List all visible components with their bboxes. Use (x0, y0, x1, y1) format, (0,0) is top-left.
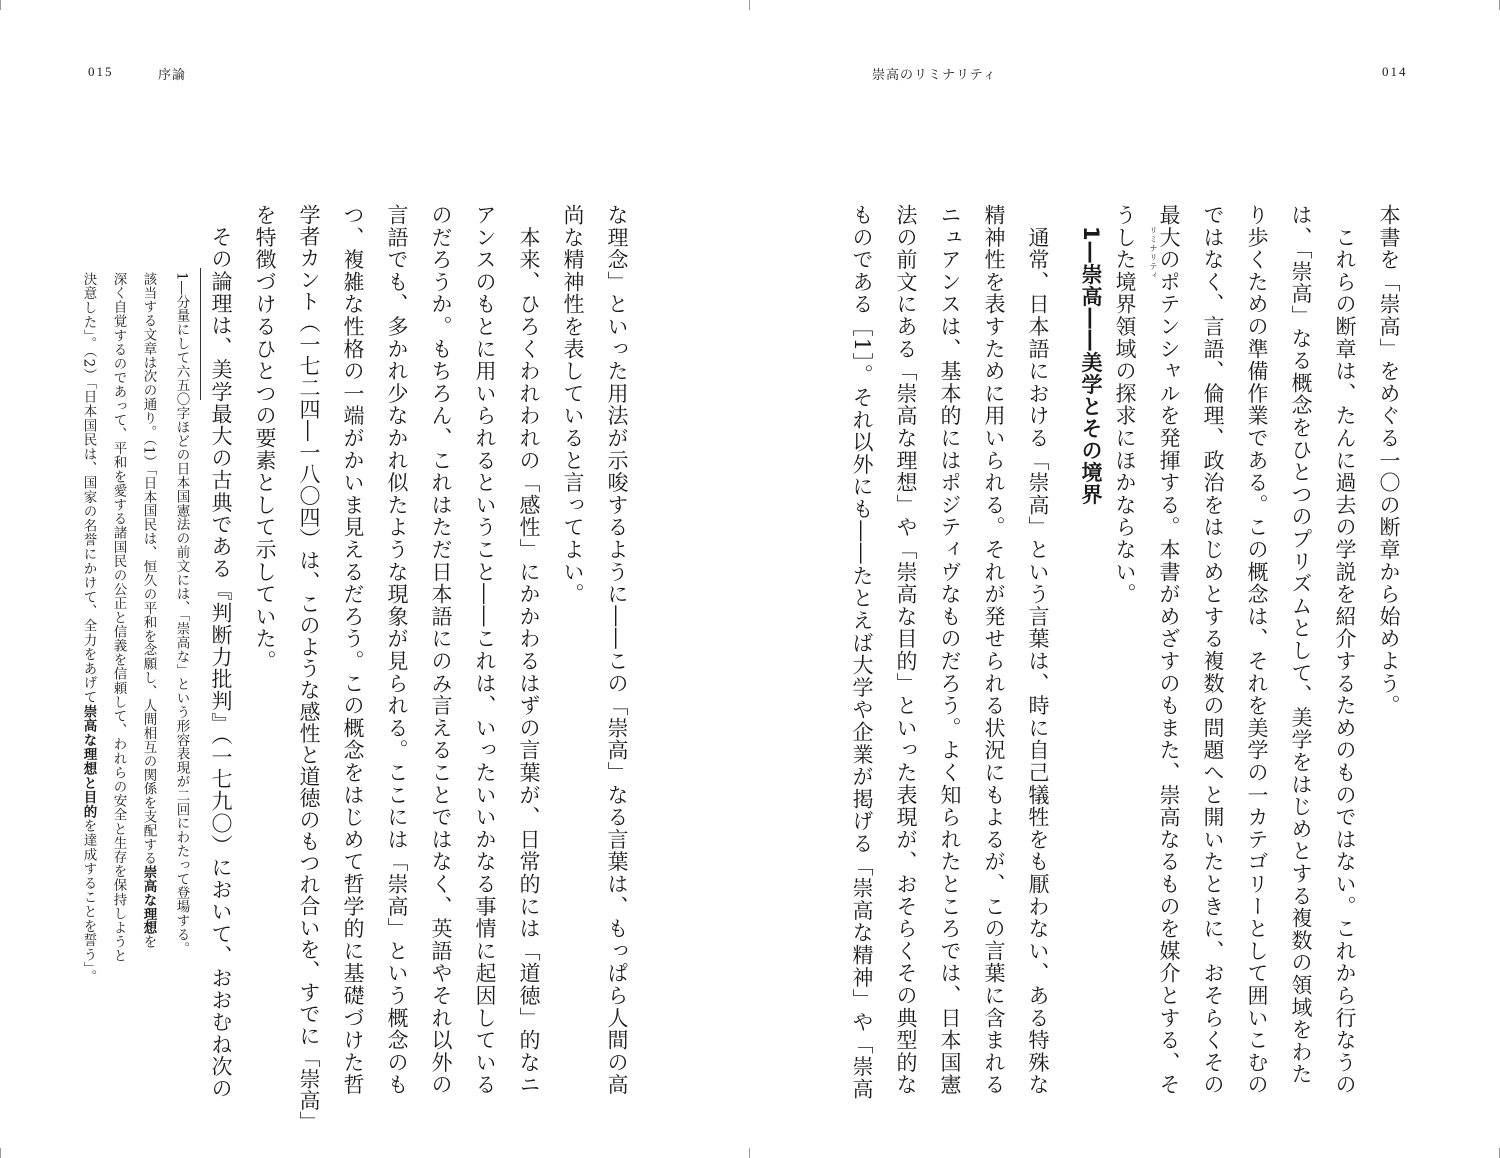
left-page-line-10: その論理は、美学最大の古典である『判断力批判』（一七九〇）において、おおむね次の (209, 204, 233, 1100)
left-page-line-4: アンスのもとに用いられるということ――これは、いったいいかなる事情に起因している (473, 204, 497, 1096)
footnote-line-1: 1―分量にして六五〇字ほどの日本国憲法の前文には、「崇高な」という形容表現が二回にわたって登場する。 (173, 272, 190, 956)
right-page-line-2: これらの断章は、たんに過去の学説を紹介するためのものではない。これから行なうの (1333, 204, 1357, 1096)
left-page-line-7: つ、複雑な性格の一端がかいま見えるだろう。この概念をはじめて哲学的に基礎づけた哲 (341, 204, 365, 1096)
right-page-line-1: 本書を「崇高」をめぐる一〇の断章から始めよう。 (1377, 204, 1401, 717)
right-page-line-7: うした境界領域の探求にほかならない。 (1113, 204, 1137, 606)
right-page-line-6: 最大のポテンシャルを発揮する。本書がめざすのもまた、崇高なるものを媒介とする、そ (1157, 204, 1181, 1096)
footnote-bold-1: 崇高な理想 (140, 865, 157, 935)
left-page-number: 015 (88, 64, 114, 79)
footnote-line-3: 深く自覚するのであって、平和を愛する諸国民の公正と信義を信頼して、われらの安全と生存を保持しようと (110, 272, 127, 963)
footnote-line-2 (141, 272, 155, 949)
section-line-5: ものである［1］。それ以外にも――たとえば大学や企業が掲げる「崇高な精神」や「崇高 (850, 204, 874, 1101)
footnote-bold-2: 崇高な理想と目的 (80, 704, 97, 819)
footnote-line-4 (81, 272, 95, 984)
left-page-line-9: を特徴づけるひとつの要素として示していた。 (253, 204, 277, 673)
section-heading: 1―崇高――美学とその境界 (1079, 226, 1103, 506)
footnote-line-4a: 決意した」。（2）「日本国民は、国家の名誉にかけて、全力をあげて (80, 272, 97, 705)
left-running-title: 序論 (158, 68, 187, 83)
footnote-line-2a: 該当する文章は次の通り。（1）「日本国民は、恒久の平和を念願し、人間相互の関係を支配する (140, 272, 157, 866)
right-page-line-3: は、「崇高」なる概念をひとつのプリズムとして、美学をはじめとする複数の領域をわた (1289, 204, 1313, 1086)
right-page-line-5: ではなく、言語、倫理、政治をはじめとする複数の問題へと開いたときに、おそらくその (1201, 204, 1225, 1096)
crop-mark-left-bottom (0, 1148, 1, 1158)
left-page-line-1: な理念」といった用法が示唆するように――この「崇高」なる言葉は、もっぱら人間の高 (605, 204, 629, 1096)
right-running-title: 崇高のリミナリティ (872, 68, 997, 83)
section-line-2: 精神性を表すために用いられる。それが発せられる状況にもよるが、この言葉に含まれる (982, 204, 1006, 1096)
section-line-3: ニュアンスは、基本的にはポジティヴなものだろう。よく知られたところでは、日本国憲 (938, 204, 962, 1096)
crop-mark-bottom (749, 1148, 750, 1158)
ruby-liminality: リミナリティ (1149, 226, 1158, 280)
footnote-line-2c: を (140, 934, 157, 949)
left-page-line-6: 言語でも、多かれ少なかれ似たような現象が見られる。ここには「崇高」という概念のも (385, 204, 409, 1096)
section-line-1: 通常、日本語における「崇高」という言葉は、時に自己犠牲をも厭わない、ある特殊な (1026, 204, 1050, 1096)
left-page-line-2: 尚な精神性を表していると言ってよい。 (561, 204, 585, 606)
crop-mark-left-top (0, 0, 1, 10)
footnote-line-4c: を達成することを誓う」。 (80, 818, 97, 984)
left-page-line-3: 本来、ひろくわれわれの「感性」にかかわるはずの言葉が、日常的には「道徳」的なニ (517, 204, 541, 1096)
left-page-line-5: のだろうか。もちろん、これはただ日本語にのみ言えることではなく、英語やそれ以外の (429, 204, 453, 1096)
crop-mark-top (749, 0, 750, 10)
footnote-rule (200, 268, 201, 400)
left-page-line-8: 学者カント（一七二四―一八〇四）は、このような感性と道徳のもつれ合いを、すでに「崇高」 (297, 204, 321, 1133)
right-page-line-4: り歩くための準備作業である。この概念は、それを美学の一カテゴリーとして囲いこむの (1245, 204, 1269, 1096)
section-line-4: 法の前文にある「崇高な理想」や「崇高な目的」といった表現が、おそらくその典型的な (894, 204, 918, 1096)
right-page-number: 014 (1382, 64, 1408, 79)
